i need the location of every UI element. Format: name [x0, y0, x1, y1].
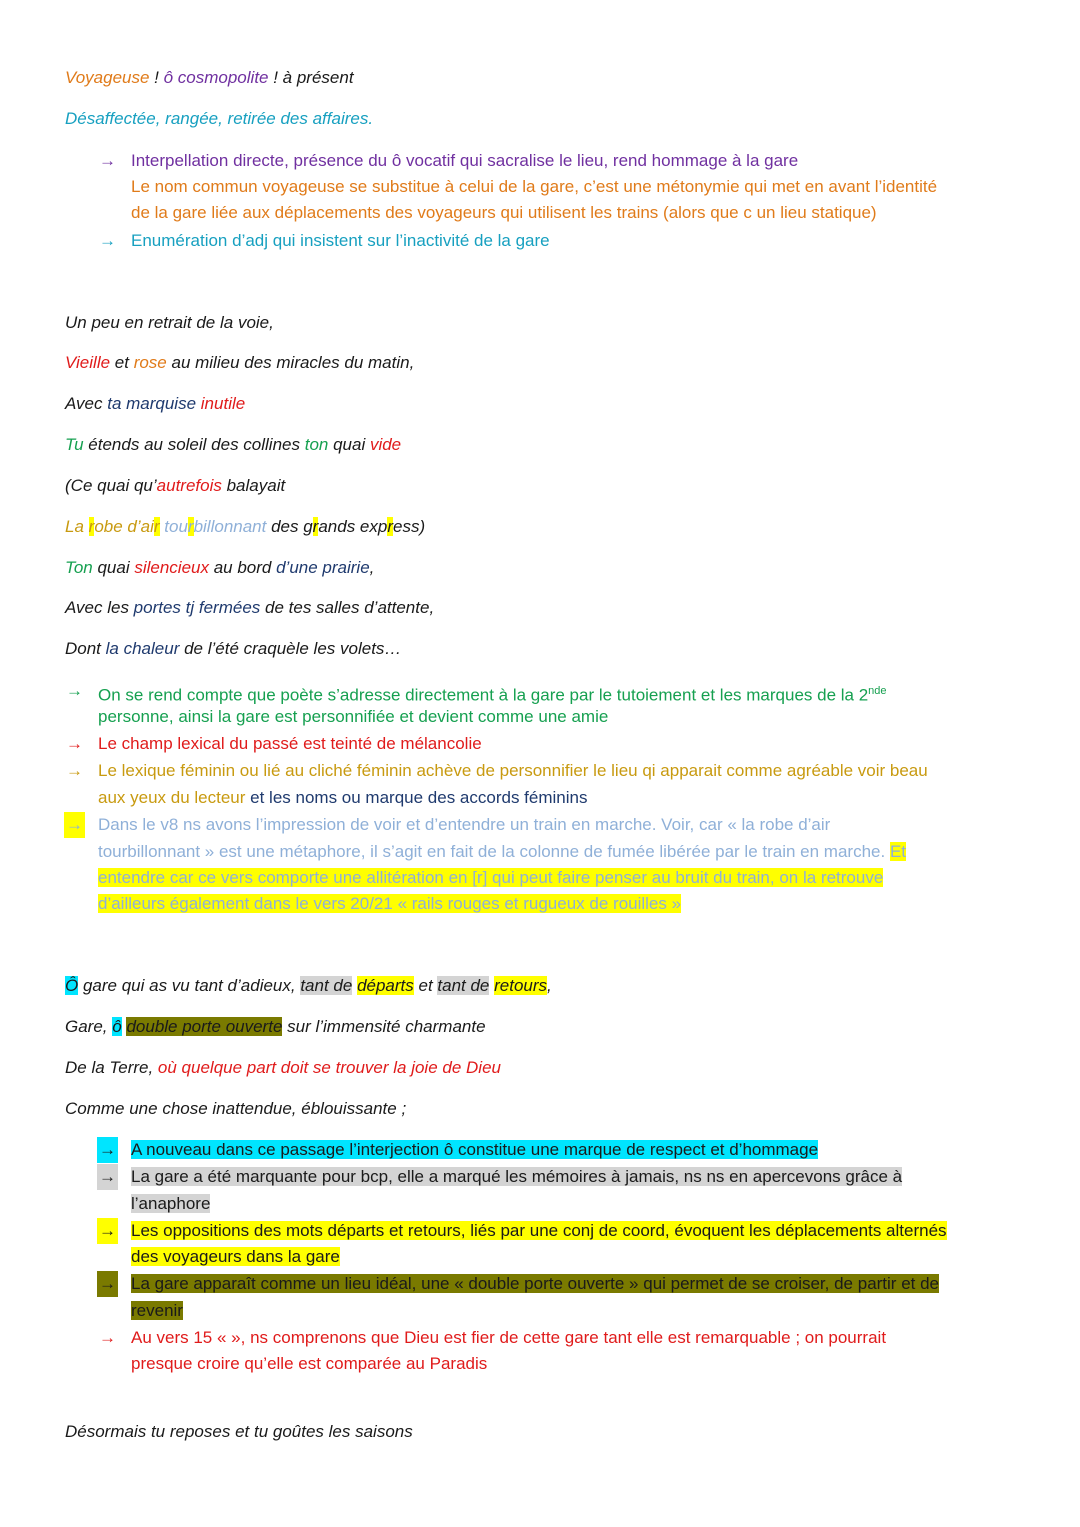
note-line	[99, 1218, 947, 1244]
verse-word: départs	[357, 976, 414, 995]
note-text: tourbillonnant » est une métaphore, il s’agit en fait de la colonne de fumée libérée par le train en marche.	[98, 842, 886, 861]
highlighted-letter: r	[187, 517, 194, 536]
note-line	[66, 812, 831, 838]
arrow-icon: →	[66, 734, 83, 753]
verse-text: quai	[328, 435, 370, 454]
arrow-icon: →	[64, 812, 85, 838]
verse-text: sur l’immensité charmante	[282, 1017, 486, 1036]
verse-line	[65, 638, 401, 660]
note-line	[98, 704, 608, 730]
verse-word: tant de	[437, 976, 490, 995]
note-line	[99, 1325, 887, 1351]
note-text: On se rend compte que poète s’adresse directement à la gare par le tutoiement et les marques de la 2	[98, 685, 869, 705]
note-line	[99, 148, 799, 174]
arrow-icon: →	[97, 1271, 118, 1297]
verse-word: ta marquise	[107, 394, 197, 413]
verse-line	[65, 475, 285, 497]
verse-word: vide	[369, 435, 402, 454]
note-line	[99, 1137, 819, 1163]
note-text: Et	[889, 842, 907, 861]
verse-text: au bord	[208, 558, 277, 577]
verse-text: des g	[266, 517, 313, 536]
note-line	[66, 731, 482, 757]
verse-word: double porte ouverte	[126, 1017, 283, 1036]
verse-line	[65, 597, 434, 619]
verse-text: ,	[369, 558, 375, 577]
verse-word: autrefois	[156, 476, 222, 495]
note-text: et les noms ou marque des accords féminins	[245, 788, 588, 807]
verse-text: et	[110, 353, 134, 372]
note-line	[131, 174, 937, 200]
note-line	[99, 1164, 903, 1190]
verse-text: !	[149, 68, 164, 87]
note-line	[131, 1298, 183, 1324]
note-text: Dans le v8 ns avons l’impression de voir et d’entendre un train en marche. Voir, car « la robe d’air	[98, 815, 831, 834]
note-text: La gare apparaît comme un lieu idéal, une « double porte ouverte » qui permet de se croiser, de partir et de	[131, 1274, 939, 1293]
verse-line	[65, 1098, 406, 1120]
note-text: Les oppositions des mots départs et retours, liés par une conj de coord, évoquent les déplacements alternés	[131, 1221, 947, 1240]
verse-line	[65, 352, 414, 374]
note-text: presque croire qu’elle est comparée au Paradis	[131, 1354, 488, 1373]
note-line	[131, 1191, 210, 1217]
verse-word: ô cosmopolite	[163, 68, 269, 87]
verse-word: silencieux	[134, 558, 209, 577]
note-text: Enumération d’adj qui insistent sur l’inactivité de la gare	[131, 231, 550, 250]
arrow-icon: →	[99, 151, 116, 170]
note-line	[98, 839, 906, 865]
verse-text: (Ce quai qu’	[65, 476, 157, 495]
highlighted-letter: r	[153, 517, 160, 536]
verse-text: de l’été craquèle les volets…	[179, 639, 402, 658]
note-text: Le champ lexical du passé est teinté de mélancolie	[98, 734, 482, 753]
superscript: nde	[868, 685, 887, 697]
note-line	[98, 785, 587, 811]
highlighted-letter: r	[387, 517, 394, 536]
note-text: d’ailleurs également dans le vers 20/21 « rails rouges et rugueux de rouilles »	[98, 894, 682, 913]
verse-text: billonnant	[193, 517, 267, 536]
note-text: des voyageurs dans la gare	[131, 1247, 340, 1266]
verse-line	[65, 516, 425, 538]
verse-text: quai	[92, 558, 135, 577]
verse-word: tant de	[300, 976, 353, 995]
verse-text: ess)	[393, 517, 426, 536]
verse-word: inutile	[200, 394, 246, 413]
verse-word: la chaleur	[105, 639, 180, 658]
arrow-icon: →	[97, 1218, 118, 1244]
verse-text: gare qui as vu tant d’adieux,	[78, 976, 301, 995]
note-line	[131, 1244, 340, 1270]
verse-text: Désormais tu reposes et tu goûtes les saisons	[65, 1422, 413, 1441]
note-line	[98, 865, 883, 891]
arrow-icon: →	[97, 1137, 118, 1163]
note-line	[99, 1271, 939, 1297]
verse-text: Comme une chose inattendue, éblouissante ;	[65, 1099, 407, 1118]
arrow-icon: →	[97, 1164, 118, 1190]
note-text: personne, ainsi la gare est personnifiée et devient comme une amie	[98, 707, 609, 726]
verse-line	[65, 1016, 486, 1038]
verse-word: ton	[304, 435, 329, 454]
verse-line	[65, 67, 354, 89]
verse-text: étends au soleil des collines	[83, 435, 305, 454]
note-text: revenir	[131, 1301, 183, 1320]
note-text: Le nom commun voyageuse se substitue à celui de la gare, c’est une métonymie qui met en avant l’identité	[131, 177, 938, 196]
note-line	[66, 758, 928, 784]
verse-text: Avec	[65, 394, 108, 413]
verse-word: portes tj fermées	[133, 598, 261, 617]
verse-line	[65, 1057, 501, 1079]
arrow-icon: →	[99, 1328, 116, 1347]
verse-text: Désaffectée, rangée, retirée des affaires.	[65, 109, 374, 128]
verse-word: où quelque part doit se trouver la joie de Dieu	[157, 1058, 501, 1077]
note-text: l’anaphore	[131, 1194, 211, 1213]
verse-text: obe d’ai	[94, 517, 154, 536]
verse-line	[65, 108, 373, 130]
verse-text: Gare,	[65, 1017, 113, 1036]
highlighted-letter: r	[312, 517, 319, 536]
verse-text: de tes salles d’attente,	[260, 598, 435, 617]
verse-word: d’une prairie	[276, 558, 370, 577]
verse-text: balayait	[221, 476, 286, 495]
note-text: Interpellation directe, présence du ô vocatif qui sacralise le lieu, rend hommage à la gare	[131, 151, 799, 170]
verse-line	[65, 393, 245, 415]
verse-word: ô	[112, 1017, 122, 1036]
note-text: Le lexique féminin ou lié au cliché féminin achève de personnifier le lieu qi apparait comme agréable voir beau	[98, 761, 928, 780]
verse-text: ,	[547, 976, 552, 995]
verse-text: Un peu en retrait de la voie,	[65, 313, 274, 332]
verse-line	[65, 312, 274, 334]
highlighted-letter: r	[88, 517, 95, 536]
arrow-icon: →	[66, 681, 83, 700]
verse-line	[65, 1421, 413, 1443]
note-text: de la gare liée aux déplacements des voyageurs qui utilisent les trains (alors que c un lieu statique)	[131, 203, 877, 222]
verse-word: Ô	[65, 976, 79, 995]
arrow-icon: →	[99, 231, 116, 250]
arrow-icon: →	[66, 761, 83, 780]
note-text: aux yeux du lecteur	[98, 788, 246, 807]
verse-text: ! à présent	[268, 68, 354, 87]
verse-text: La	[65, 517, 89, 536]
note-text: Au vers 15 « », ns comprenons que Dieu est fier de cette gare tant elle est remarquable ; on pourrait	[131, 1328, 887, 1347]
verse-word: retours	[494, 976, 548, 995]
verse-text: et	[413, 976, 438, 995]
verse-word: Vieille	[65, 353, 111, 372]
verse-text: De la Terre,	[65, 1058, 158, 1077]
note-text: A nouveau dans ce passage l’interjection ô constitue une marque de respect et d’hommage	[131, 1140, 819, 1159]
verse-text: ands exp	[318, 517, 388, 536]
note-text: entendre car ce vers comporte une allitération en [r] qui peut faire penser au bruit du train, on la retrouve	[98, 868, 884, 887]
note-line	[131, 1351, 487, 1377]
verse-line	[65, 434, 401, 456]
verse-text: au milieu des miracles du matin,	[166, 353, 415, 372]
verse-line	[65, 557, 374, 579]
verse-word: Voyageuse	[65, 68, 150, 87]
note-line	[131, 200, 877, 226]
verse-text: Avec les	[65, 598, 134, 617]
verse-text: Dont	[65, 639, 106, 658]
verse-word: Ton	[65, 558, 93, 577]
verse-word: Tu	[65, 435, 84, 454]
note-text: La gare a été marquante pour bcp, elle a marqué les mémoires à jamais, ns ns en apercevons grâce à	[131, 1167, 903, 1186]
verse-word: rose	[133, 353, 167, 372]
note-line	[98, 891, 681, 917]
note-line	[99, 228, 550, 254]
verse-line	[65, 975, 552, 997]
verse-text: tou	[159, 517, 188, 536]
